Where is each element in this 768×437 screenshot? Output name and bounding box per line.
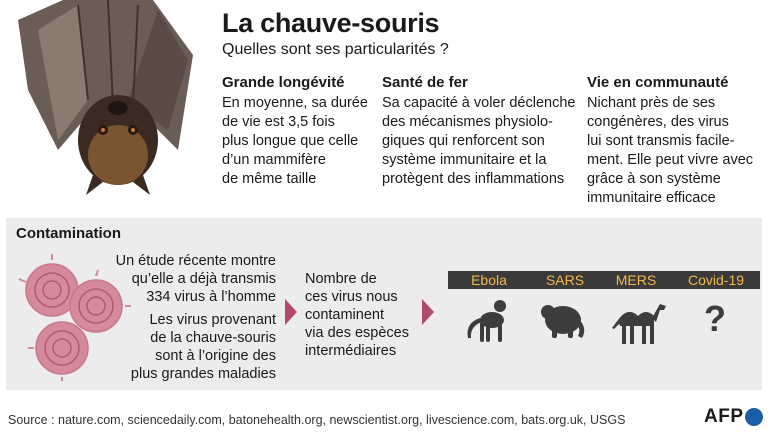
contamination-fact-2: Les virus provenant de la chauve-souris sont à l’origine des plus grandes maladies (130, 312, 276, 382)
page-title: La chauve-souris (222, 8, 440, 38)
civet-icon (538, 298, 588, 343)
column-text-community: Nichant près de ses congénères, des virus lui sont transmis facile- ment. Elle peut vivre avec grâce à son système immunitaire efficace (587, 95, 754, 206)
column-heading-longevity: Grande longévité (222, 74, 345, 91)
arrow-right-icon (285, 299, 297, 325)
disease-tag-covid: Covid-19 (672, 271, 760, 289)
contamination-intermediaries: Nombre de ces virus nous contaminent via des espèces intermédiaires (305, 271, 409, 359)
source-note: Source : nature.com, sciencedaily.com, batonehealth.org, newscientist.org, livescience.com, bats.org.uk, USGS (8, 413, 626, 427)
column-text-longevity: En moyenne, sa durée de vie est 3,5 fois plus longue que celle d’un mammifère de même taille (222, 95, 368, 187)
question-mark-icon: ? (704, 298, 726, 339)
arrow-right-icon (422, 299, 434, 325)
disease-tag-sars: SARS (530, 271, 600, 289)
virus-icon (36, 322, 88, 374)
contamination-fact-1: Un étude récente montre qu’elle a déjà transmis 334 virus à l’homme (115, 253, 276, 305)
bat-illustration (8, 0, 208, 200)
column-text-health: Sa capacité à voler déclenche des mécanismes physiolo- giques qui renforcent son système immunitaire et la protègent des inflammations (382, 95, 576, 187)
column-heading-community: Vie en communauté (587, 74, 729, 91)
contamination-title: Contamination (16, 225, 121, 242)
disease-tag-mers: MERS (600, 271, 672, 289)
monkey-icon (460, 298, 520, 348)
disease-tag-ebola: Ebola (448, 271, 530, 289)
column-heading-health: Santé de fer (382, 74, 468, 91)
page-subtitle: Quelles sont ses particularités ? (222, 41, 449, 58)
afp-logo-icon (745, 408, 763, 426)
afp-logo: AFP (704, 406, 744, 427)
camel-icon (608, 298, 670, 346)
